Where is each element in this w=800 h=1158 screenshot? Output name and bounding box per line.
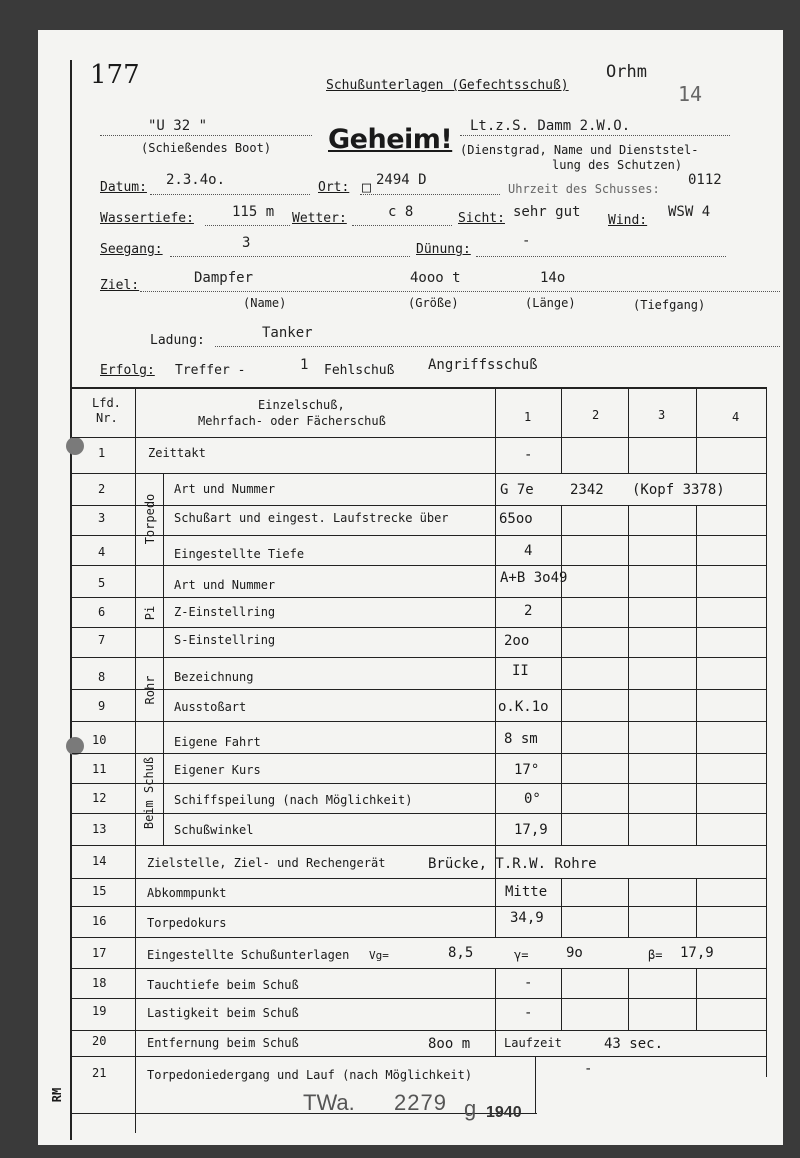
ladung-line	[215, 346, 780, 347]
col-3-header: 3	[658, 408, 666, 422]
row-value: 8,5	[448, 945, 474, 961]
row-rule	[72, 783, 767, 784]
grid-square-icon: □	[362, 178, 372, 196]
row-nr: 12	[92, 791, 107, 805]
row-rule	[72, 627, 767, 628]
ort-line	[360, 194, 500, 195]
row-nr: 5	[98, 576, 106, 590]
erfolg-text-a: Treffer -	[175, 363, 246, 378]
wassertiefe-label: Wassertiefe:	[100, 211, 194, 226]
row-value: Mitte	[505, 884, 548, 900]
table-right-rule	[766, 387, 767, 1077]
row-nr: 16	[92, 914, 107, 928]
wind-value: WSW 4	[668, 204, 711, 220]
row-nr: 7	[98, 633, 106, 647]
corner-mark: Orhm	[606, 62, 647, 82]
row-value: 43 sec.	[604, 1036, 664, 1052]
row-rule	[72, 878, 767, 879]
row-value: II	[512, 663, 529, 679]
ladung-label: Ladung:	[150, 333, 205, 348]
row-label: Eigene Fahrt	[174, 735, 261, 749]
col-divider-4	[696, 387, 697, 473]
wind-label: Wind:	[608, 213, 648, 228]
punch-hole	[66, 437, 84, 455]
row-label: Art und Nummer	[174, 482, 276, 496]
row-label: Zielstelle, Ziel- und Rechengerät	[147, 856, 386, 870]
col-desc-1: Einzelschuß,	[258, 398, 345, 412]
page-number: 14	[678, 82, 703, 106]
ladung-value: Tanker	[262, 325, 313, 341]
duenung-label: Dünung:	[416, 242, 471, 257]
col-desc-2: Mehrfach- oder Fächerschuß	[198, 414, 386, 428]
erfolg-label: Erfolg:	[100, 363, 155, 378]
col-divider-4c	[696, 878, 697, 938]
doc-number: 177	[90, 60, 140, 90]
row-label: Eigener Kurs	[174, 763, 261, 777]
officer-caption-1: (Dienstgrad, Name und Dienststel-	[460, 143, 699, 157]
group-beim-schuss: Beim Schuß	[142, 756, 156, 830]
row-rule	[72, 565, 767, 566]
col-divider-1d	[495, 968, 496, 1030]
col-divider-3c	[628, 878, 629, 938]
row-value: 17,9	[680, 945, 714, 961]
row-nr: 10	[92, 733, 107, 747]
row-nr: 15	[92, 884, 107, 898]
row-value: 2342	[570, 482, 604, 498]
boat-line	[100, 135, 312, 136]
secret-stamp: Geheim!	[328, 124, 453, 155]
row-nr: 9	[98, 699, 106, 713]
uhrzeit-label: Uhrzeit des Schusses:	[508, 182, 660, 196]
margin-line	[70, 60, 72, 1140]
ziel-label: Ziel:	[100, 278, 140, 293]
datum-value: 2.3.4o.	[166, 172, 226, 188]
group-torpedo: Torpedo	[143, 493, 157, 545]
col-1-header: 1	[524, 410, 532, 424]
row-nr: 20	[92, 1034, 107, 1048]
col-divider-2	[561, 387, 562, 473]
row-label: Abkommpunkt	[147, 886, 227, 900]
row-value: 2oo	[504, 633, 530, 649]
sicht-label: Sicht:	[458, 211, 505, 226]
officer-caption-2: lung des Schutzen)	[552, 158, 683, 172]
row-nr: 6	[98, 605, 106, 619]
boat-caption: (Schießendes Boot)	[141, 141, 272, 155]
row-value: 8 sm	[504, 731, 538, 747]
row-nr: 1	[98, 446, 106, 460]
row-nr: 4	[98, 545, 106, 559]
row-rule	[72, 689, 767, 690]
col-divider-4b	[696, 505, 697, 845]
row-rule	[72, 937, 767, 938]
col-divider-3	[628, 387, 629, 473]
archive-stamp-year: 1940	[486, 1104, 522, 1121]
ziel-groesse-value: 4ooo t	[410, 270, 461, 286]
row-nr: 11	[92, 762, 107, 776]
row-label: Zeittakt	[148, 446, 206, 460]
row-rule	[72, 721, 767, 722]
row-rule	[72, 505, 767, 506]
ziel-laenge-value: 14o	[540, 270, 566, 286]
row-nr: 17	[92, 946, 107, 960]
row-value: 34,9	[510, 910, 544, 926]
wassertiefe-line	[205, 225, 290, 226]
wetter-line	[352, 225, 452, 226]
row-nr: 14	[92, 854, 107, 868]
row-rule	[72, 906, 767, 907]
seegang-value: 3	[242, 235, 251, 251]
row-value: (Kopf 3378)	[632, 482, 725, 498]
symbol-gamma: γ=	[514, 948, 529, 962]
row-rule	[72, 1056, 767, 1057]
row-value: Brücke, T.R.W. Rohre	[428, 856, 597, 872]
row-rule	[72, 597, 767, 598]
col-divider-row21	[535, 1056, 536, 1114]
ziel-line	[140, 291, 780, 292]
caption-name: (Name)	[243, 296, 287, 310]
row-value: 4	[524, 543, 533, 559]
col-divider-2b	[561, 505, 562, 845]
group-divider	[163, 473, 164, 845]
row-value: -	[524, 1005, 533, 1021]
erfolg-count: 1	[300, 357, 309, 373]
row-nr: 3	[98, 511, 106, 525]
archive-stamp-prefix: TWa.	[303, 1090, 355, 1115]
row-value: A+B 3o49	[500, 570, 568, 586]
row-rule	[72, 998, 767, 999]
datum-line	[150, 194, 310, 195]
row-rule	[72, 753, 767, 754]
row-nr: 2	[98, 482, 106, 496]
row-nr: 18	[92, 976, 107, 990]
erfolg-text-b: Fehlschuß	[324, 363, 395, 378]
doc-title: Schußunterlagen (Gefechtsschuß)	[326, 78, 569, 93]
row-label: S-Einstellring	[174, 633, 276, 647]
row-rule	[72, 1030, 767, 1031]
row-rule	[72, 968, 767, 969]
ort-value: 2494 D	[376, 172, 427, 188]
row-rule	[72, 845, 767, 846]
row-label: Entfernung beim Schuß	[147, 1036, 299, 1050]
row-value: 65oo	[499, 511, 533, 527]
officer-value: Lt.z.S. Damm 2.W.O.	[470, 118, 631, 134]
header-rule	[72, 437, 767, 438]
row-value: 9o	[566, 945, 583, 961]
duenung-line	[476, 256, 726, 257]
archive-stamp-number: 2279	[394, 1090, 447, 1115]
col-lfd-2: Nr.	[96, 411, 118, 425]
row-value: 0°	[524, 791, 541, 807]
row-value: -	[584, 1061, 593, 1077]
sicht-value: sehr gut	[513, 204, 581, 220]
row-label: Schiffspeilung (nach Möglichkeit)	[174, 793, 413, 807]
uhrzeit-value: 0112	[688, 172, 722, 188]
row-value: 8oo m	[428, 1036, 471, 1052]
row-rule	[72, 473, 767, 474]
symbol-vg: Vg=	[369, 949, 389, 962]
row-rule	[72, 535, 767, 536]
row-label: Torpedoniedergang und Lauf (nach Möglichkeit)	[147, 1068, 473, 1082]
col-divider-2c	[561, 878, 562, 938]
ziel-name-value: Dampfer	[194, 270, 254, 286]
row-label: Eingestellte Schußunterlagen	[147, 948, 350, 962]
row-label: Ausstoßart	[174, 700, 247, 714]
row-value: 2	[524, 603, 533, 619]
row-nr: 13	[92, 822, 107, 836]
wetter-label: Wetter:	[292, 211, 347, 226]
row-label: Lastigkeit beim Schuß	[147, 1006, 299, 1020]
row-label: Torpedokurs	[147, 916, 227, 930]
row-label: Bezeichnung	[174, 670, 254, 684]
laufzeit-label: Laufzeit	[504, 1036, 562, 1050]
row-label: Tauchtiefe beim Schuß	[147, 978, 299, 992]
col-divider-3d	[628, 968, 629, 1030]
row-nr: 8	[98, 670, 106, 684]
group-pi: Pi	[143, 605, 157, 621]
ort-label: Ort:	[318, 180, 350, 195]
row-value: 17°	[514, 762, 540, 778]
col-divider-2d	[561, 968, 562, 1030]
col-divider-4d	[696, 968, 697, 1030]
erfolg-value: Angriffsschuß	[428, 357, 538, 373]
col-divider-1	[495, 387, 496, 937]
row-label: Z-Einstellring	[174, 605, 276, 619]
col-4-header: 4	[732, 410, 740, 424]
col-divider-1e	[495, 1030, 496, 1056]
wassertiefe-value: 115 m	[232, 204, 275, 220]
row-rule	[72, 813, 767, 814]
row-label: Art und Nummer	[174, 578, 276, 592]
row-value: o.K.1o	[498, 699, 549, 715]
archive-stamp-g: g	[464, 1096, 477, 1121]
datum-label: Datum:	[100, 180, 147, 195]
col-divider-nr	[135, 387, 136, 1133]
row-value: -	[524, 975, 533, 991]
row-value: -	[524, 447, 533, 463]
seegang-line	[170, 256, 410, 257]
row-label: Eingestellte Tiefe	[174, 547, 305, 561]
col-lfd-1: Lfd.	[92, 396, 121, 410]
caption-groesse: (Größe)	[408, 296, 459, 310]
row-nr: 21	[92, 1066, 107, 1080]
col-2-header: 2	[592, 408, 600, 422]
side-mark: RM	[50, 1087, 65, 1103]
symbol-beta: β=	[648, 948, 663, 962]
caption-laenge: (Länge)	[525, 296, 576, 310]
duenung-value: -	[522, 233, 531, 249]
row-value: G 7e	[500, 482, 534, 498]
group-rohr: Rohr	[143, 675, 157, 705]
row-nr: 19	[92, 1004, 107, 1018]
row-rule	[72, 657, 767, 658]
officer-line	[460, 135, 730, 136]
col-divider-3b	[628, 505, 629, 845]
row-label: Schußwinkel	[174, 823, 254, 837]
wetter-value: c 8	[388, 204, 414, 220]
caption-tiefgang: (Tiefgang)	[633, 298, 706, 312]
table-top-rule	[72, 387, 767, 389]
row-value: 17,9	[514, 822, 548, 838]
boat-value: "U 32 "	[148, 118, 208, 134]
row-label: Schußart und eingest. Laufstrecke über	[174, 511, 449, 525]
seegang-label: Seegang:	[100, 242, 163, 257]
